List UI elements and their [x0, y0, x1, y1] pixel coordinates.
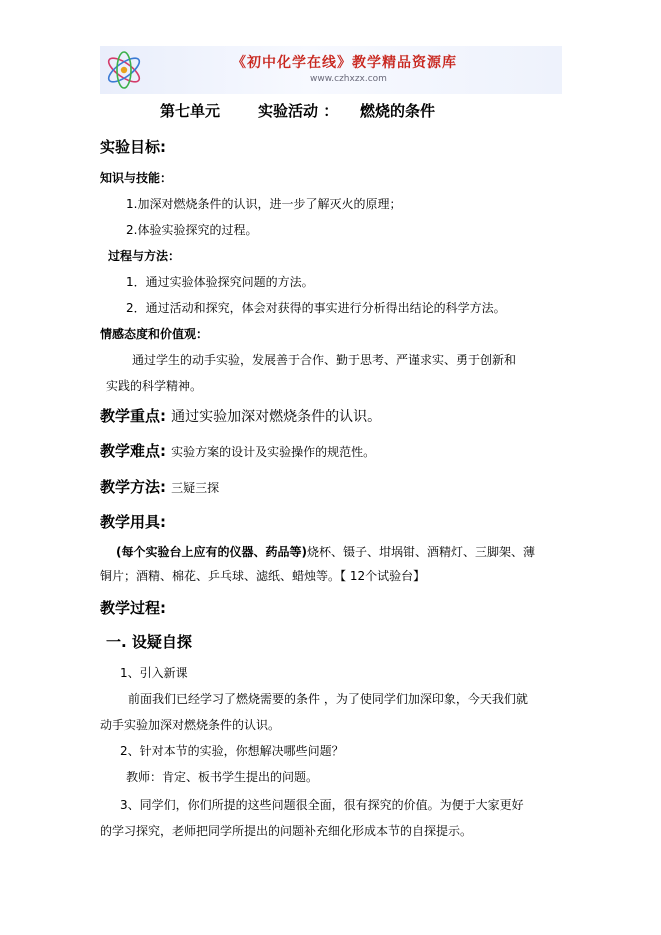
- section1-p2-text: 教师：肯定、板书学生提出的问题。: [126, 770, 319, 784]
- tools-line-2: 铜片；酒精、棉花、乒乓球、滤纸、蜡烛等。【 12个试验台】: [100, 569, 426, 583]
- process-item: 2．通过活动和探究，体会对获得的事实进行分析得出结论的科学方法。: [126, 301, 506, 315]
- emotion-heading: 情感态度和价值观：: [100, 327, 209, 341]
- section1-p1-text: 动手实验加深对燃烧条件的认识。: [100, 718, 281, 732]
- method-text: 三疑三探: [171, 481, 220, 495]
- difficulty-row: [100, 440, 375, 461]
- doc-title-activity: 实验活动 ：: [258, 102, 339, 120]
- process-heading: 教学过程:: [100, 599, 166, 617]
- method-label: 教学方法:: [100, 478, 166, 496]
- banner-title: 《初中化学在线》教学精品资源库: [232, 55, 457, 71]
- method-row: [100, 476, 219, 497]
- difficulty-label: 教学难点:: [100, 442, 166, 460]
- section1-p3-text: 3、同学们，你们所提的这些问题很全面，很有探究的价值。为便于大家更好: [120, 798, 524, 812]
- emotion-text: 实践的科学精神。: [106, 379, 203, 393]
- section1-p1-heading: 1、引入新课: [120, 666, 188, 680]
- header-banner: [100, 46, 562, 94]
- process-method-heading: 过程与方法：: [108, 249, 181, 263]
- knowledge-item: 1.加深对燃烧条件的认识，进一步了解灭火的原理；: [126, 197, 402, 211]
- knowledge-item: 2.体验实验探究的过程。: [126, 223, 258, 237]
- banner-url: www.czhxzx.com: [310, 74, 387, 84]
- emotion-text: 通过学生的动手实验，发展善于合作、勤于思考、严谨求实、勇于创新和: [132, 353, 517, 367]
- tools-bold-prefix: (每个实验台上应有的仪器、药品等): [116, 545, 307, 559]
- process-item: 1．通过实验体验探究问题的方法。: [126, 275, 314, 289]
- key-point-label: 教学重点:: [100, 407, 166, 425]
- goals-heading: 实验目标:: [100, 138, 166, 156]
- section1-p3-text: 的学习探究，老师把同学所提出的问题补充细化形成本节的自探提示。: [100, 824, 473, 838]
- section1-p1-text: 前面我们已经学习了燃烧需要的条件 ，为了使同学们加深印象，今天我们就: [128, 692, 528, 706]
- atom-logo-icon: [102, 46, 146, 94]
- doc-title-unit: 第七单元: [160, 102, 221, 120]
- tools-label: 教学用具:: [100, 513, 166, 531]
- tools-line-1: [116, 541, 535, 560]
- key-point-row: [100, 405, 381, 426]
- section1-p2-heading: 2、针对本节的实验，你想解决哪些问题？: [120, 744, 344, 758]
- knowledge-heading: 知识与技能：: [100, 171, 173, 185]
- section1-heading: 一. 设疑自探: [106, 633, 192, 651]
- doc-title-topic: 燃烧的条件: [360, 102, 436, 120]
- difficulty-text: 实验方案的设计及实验操作的规范性。: [171, 445, 376, 459]
- key-point-text: 通过实验加深对燃烧条件的认识。: [171, 409, 382, 425]
- tools-items: 烧杯、镊子、坩埚钳、酒精灯、三脚架、薄: [306, 545, 535, 559]
